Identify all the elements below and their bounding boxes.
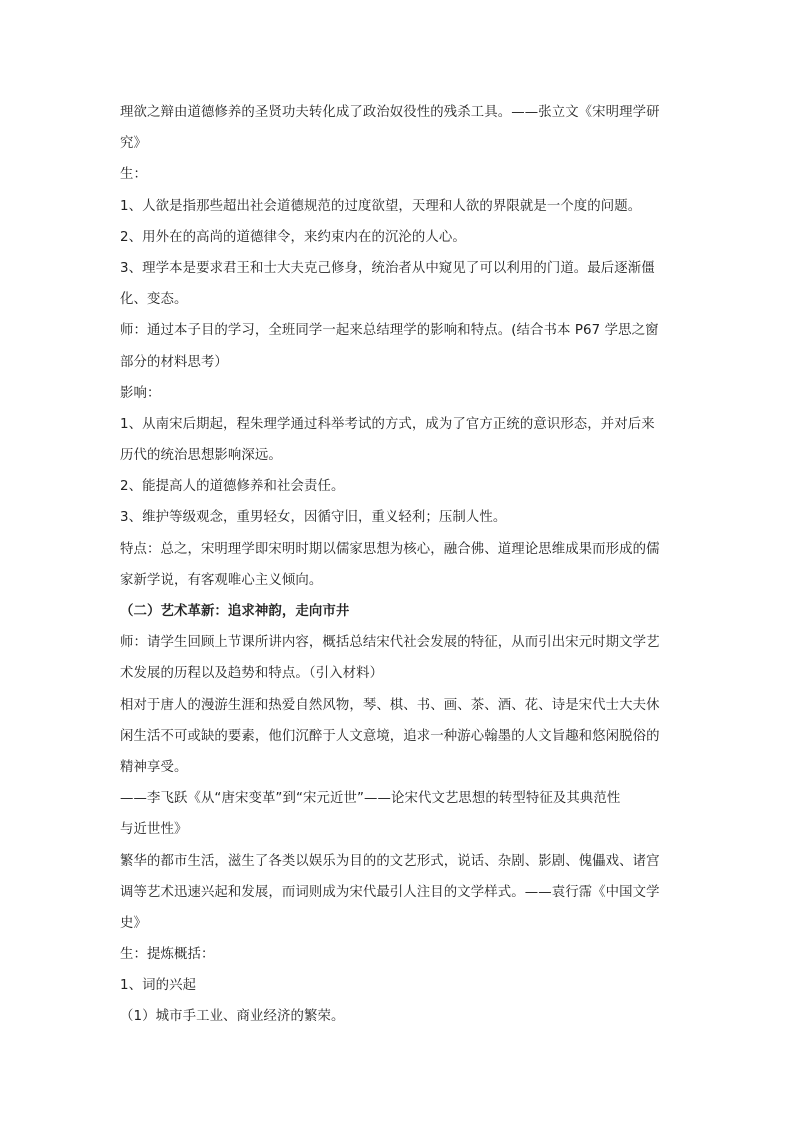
- text-line: 生：提炼概括：: [120, 947, 215, 963]
- text-line: 部分的材料思考）: [120, 354, 228, 370]
- text-line: 1、人欲是指那些超出社会道德规范的过度欲望，天理和人欲的界限就是一个度的问题。: [120, 198, 642, 214]
- text-line: 师：通过本子目的学习，全班同学一起来总结理学的影响和特点。(结合书本 P67 学思之窗: [120, 323, 659, 339]
- text-line: 1、词的兴起: [120, 978, 197, 994]
- text-line: 3、理学本是要求君王和士大夫克己修身，统治者从中窥见了可以利用的门道。最后逐渐僵: [120, 260, 655, 276]
- text-line: 调等艺术迅速兴起和发展，而词则成为宋代最引人注目的文学样式。——袁行霈《中国文学: [120, 884, 660, 900]
- text-line: 相对于唐人的漫游生涯和热爱自然风物，琴、棋、书、画、茶、酒、花、诗是宋代士大夫休: [120, 697, 660, 713]
- text-line: 与近世性》: [120, 822, 188, 838]
- text-line: 家新学说，有客观唯心主义倾向。: [120, 572, 323, 588]
- text-line: 史》: [120, 915, 147, 931]
- text-line: 历代的统治思想影响深远。: [120, 448, 282, 464]
- section-heading: （二）艺术革新：追求神韵，走向市井: [120, 604, 350, 619]
- text-line: 影响：: [120, 385, 161, 401]
- text-line: 师：请学生回顾上节课所讲内容，概括总结宋代社会发展的特征，从而引出宋元时期文学艺: [120, 635, 660, 651]
- text-line: ——李飞跃《从“唐宋变革”到“宋元近世”——论宋代文艺思想的转型特征及其典范性: [120, 791, 621, 807]
- text-line: 术发展的历程以及趋势和特点。（引入材料）: [120, 666, 384, 682]
- text-line: 精神享受。: [120, 759, 188, 775]
- text-line: 化、变态。: [120, 292, 188, 308]
- text-line: 1、从南宋后期起，程朱理学通过科举考试的方式，成为了官方正统的意识形态，并对后来: [120, 416, 655, 432]
- text-line: 3、维护等级观念，重男轻女，因循守旧，重义轻利；压制人性。: [120, 510, 507, 526]
- text-line: 2、能提高人的道德修养和社会责任。: [120, 479, 345, 495]
- text-line: （1）城市手工业、商业经济的繁荣。: [120, 1009, 345, 1025]
- text-line: 特点：总之，宋明理学即宋明时期以儒家思想为核心，融合佛、道理论思维成果而形成的儒: [120, 541, 660, 557]
- text-line: 闲生活不可或缺的要素，他们沉醉于人文意境，追求一种游心翰墨的人文旨趣和悠闲脱俗的: [120, 728, 660, 744]
- document-body: [120, 97, 680, 1033]
- text-line: 2、用外在的高尚的道德律令，来约束内在的沉沦的人心。: [120, 229, 466, 245]
- text-line: 繁华的都市生活，滋生了各类以娱乐为目的的文艺形式，说话、杂剧、影剧、傀儡戏、诸宫: [120, 853, 660, 869]
- text-line: 理欲之辩由道德修养的圣贤功夫转化成了政治奴役性的残杀工具。——张立文《宋明理学研: [120, 105, 660, 120]
- text-line: 生：: [120, 167, 147, 183]
- text-line: 究》: [120, 136, 147, 152]
